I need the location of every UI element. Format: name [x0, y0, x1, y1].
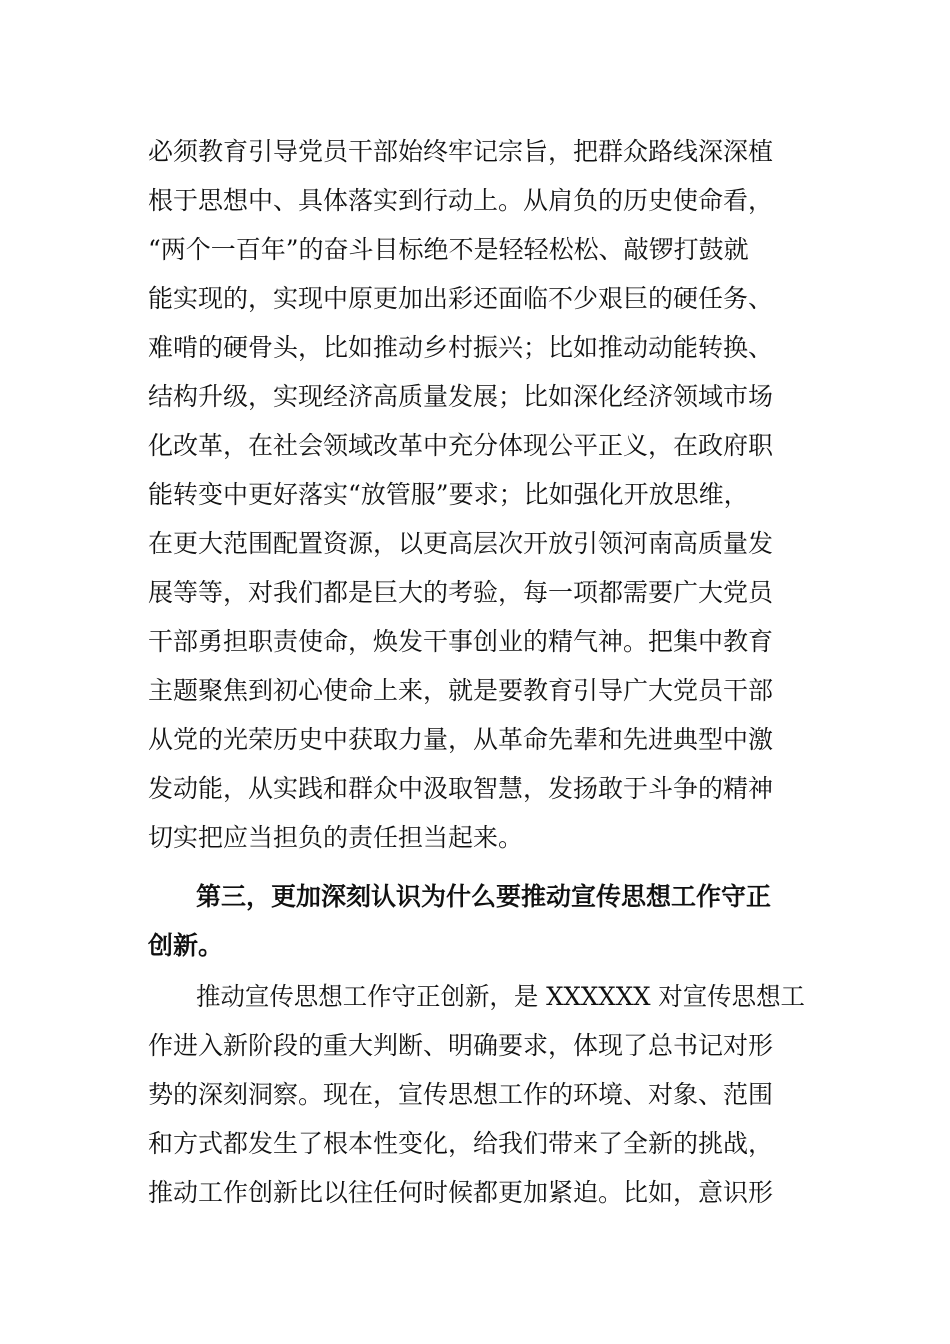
paragraph-line — [0, 1021, 950, 1071]
line-text: 根于思想中、具体落实到行动上。从肩负的历史使命看， — [148, 186, 774, 215]
paragraph-line — [0, 764, 950, 814]
line-text: 化改革，在社会领域改革中充分体现公平正义，在政府职 — [148, 431, 774, 460]
line-text: 能转变中更好落实“放管服”要求；比如强化开放思维， — [148, 480, 749, 509]
line-text: 必须教育引导党员干部始终牢记宗旨，把群众路线深深植 — [148, 137, 774, 166]
line-text: 主题聚焦到初心使命上来，就是要教育引导广大党员干部 — [148, 676, 774, 705]
paragraph-line — [0, 1168, 950, 1218]
line-text: “两个一百年”的奋斗目标绝不是轻轻松松、敲锣打鼓就 — [148, 235, 749, 264]
line-text: 推动工作创新比以往任何时候都更加紧迫。比如，意识形 — [148, 1178, 774, 1207]
line-text: 难啃的硬骨头，比如推动乡村振兴；比如推动动能转换、 — [148, 333, 774, 362]
paragraph-line — [0, 274, 950, 324]
heading-text: 创新。 — [148, 931, 224, 960]
section-heading-line — [0, 872, 950, 922]
paragraph-line — [0, 813, 950, 863]
paragraph-line — [0, 176, 950, 226]
line-text: 发动能，从实践和群众中汲取智慧，发扬敢于斗争的精神 — [148, 774, 774, 803]
paragraph-line — [0, 617, 950, 667]
line-text: 干部勇担职责使命，焕发干事创业的精气神。把集中教育 — [148, 627, 774, 656]
line-text: 在更大范围配置资源，以更高层次开放引领河南高质量发 — [148, 529, 774, 558]
line-text: 结构升级，实现经济高质量发展；比如深化经济领域市场 — [148, 382, 774, 411]
line-text: 势的深刻洞察。现在，宣传思想工作的环境、对象、范围 — [148, 1080, 774, 1109]
paragraph-line — [0, 225, 950, 275]
line-text: 能实现的，实现中原更加出彩还面临不少艰巨的硬任务、 — [148, 284, 774, 313]
line-text: 展等等，对我们都是巨大的考验，每一项都需要广大党员 — [148, 578, 774, 607]
line-text: 切实把应当担负的责任担当起来。 — [148, 823, 524, 852]
paragraph-line — [0, 372, 950, 422]
line-text: 和方式都发生了根本性变化，给我们带来了全新的挑战， — [148, 1129, 774, 1158]
line-text: 作进入新阶段的重大判断、明确要求，体现了总书记对形 — [148, 1031, 774, 1060]
paragraph-line — [0, 1119, 950, 1169]
paragraph-line — [0, 323, 950, 373]
heading-text: 第三，更加深刻认识为什么要推动宣传思想工作守正 — [196, 882, 772, 911]
line-text: 推动宣传思想工作守正创新，是 XXXXXX 对宣传思想工 — [196, 982, 805, 1011]
section-heading-line — [0, 921, 950, 971]
paragraph-line — [0, 127, 950, 177]
paragraph-line — [0, 470, 950, 520]
paragraph-line — [0, 1070, 950, 1120]
paragraph-line — [0, 666, 950, 716]
paragraph-line — [0, 568, 950, 618]
line-text: 从党的光荣历史中获取力量，从革命先辈和先进典型中激 — [148, 725, 774, 754]
paragraph-line — [0, 715, 950, 765]
paragraph-line — [0, 421, 950, 471]
paragraph-line — [0, 972, 950, 1022]
paragraph-line — [0, 519, 950, 569]
